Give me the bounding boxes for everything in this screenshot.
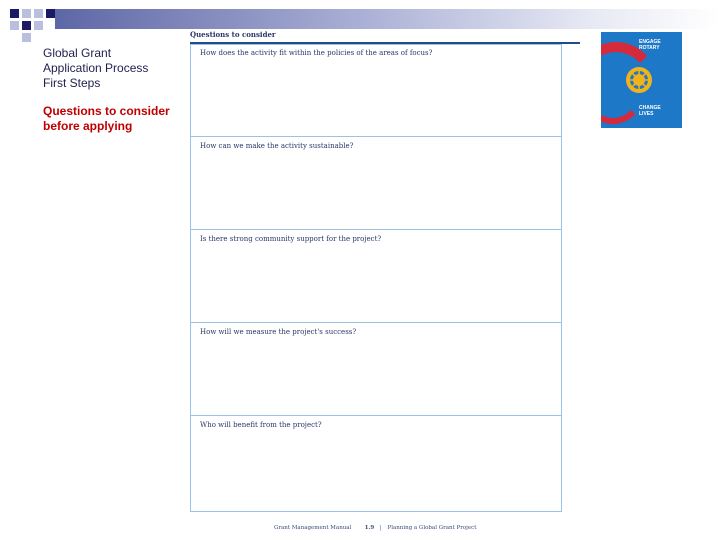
slide-subtitle: [43, 104, 193, 134]
question-text: How will we measure the project's success?: [200, 328, 357, 336]
logo-bottom-text: [639, 105, 679, 117]
logo-text-line: LIVES: [639, 111, 654, 117]
slide-title-line: First Steps: [43, 76, 101, 90]
slide-subtitle-line: Questions to consider: [43, 104, 170, 118]
logo-text-line: CHANGE: [639, 105, 661, 111]
decor-square: [10, 21, 19, 30]
logo-top-text: [639, 39, 679, 51]
logo-text-line: ENGAGE: [639, 39, 661, 45]
question-text: How can we make the activity sustainable?: [200, 142, 354, 150]
rotary-wheel-icon: [624, 65, 654, 95]
worksheet-header: Questions to consider: [190, 28, 580, 44]
slide-title-line: Global Grant: [43, 46, 112, 60]
decor-square: [34, 21, 43, 30]
decor-square: [22, 21, 31, 30]
slide-title: [43, 46, 193, 91]
question-box[interactable]: [191, 231, 561, 323]
decor-square: [10, 9, 19, 18]
question-box[interactable]: [191, 324, 561, 416]
question-box[interactable]: [191, 45, 561, 137]
decor-square: [34, 9, 43, 18]
footer-manual: Grant Management Manual: [274, 525, 352, 531]
question-text: Who will benefit from the project?: [200, 421, 322, 429]
worksheet-form: [190, 44, 562, 512]
logo-text-line: ROTARY: [639, 45, 660, 51]
rotary-logo: [601, 32, 682, 128]
footer-separator: [353, 525, 363, 531]
header-gradient-bar: [55, 9, 720, 29]
question-text: How does the activity fit within the policies of the areas of focus?: [200, 49, 433, 57]
footer-separator: |: [379, 525, 382, 531]
footer-page: 1.9: [364, 525, 375, 531]
decor-square: [22, 33, 31, 42]
slide-title-line: Application Process: [43, 61, 149, 75]
question-text: Is there strong community support for the project?: [200, 235, 382, 243]
worksheet-footer: [274, 525, 476, 531]
decor-square: [22, 9, 31, 18]
footer-section: Planning a Global Grant Project: [387, 525, 477, 531]
slide-subtitle-line: before applying: [43, 119, 133, 133]
question-box[interactable]: [191, 138, 561, 230]
question-box[interactable]: [191, 417, 561, 509]
decor-square: [46, 9, 55, 18]
